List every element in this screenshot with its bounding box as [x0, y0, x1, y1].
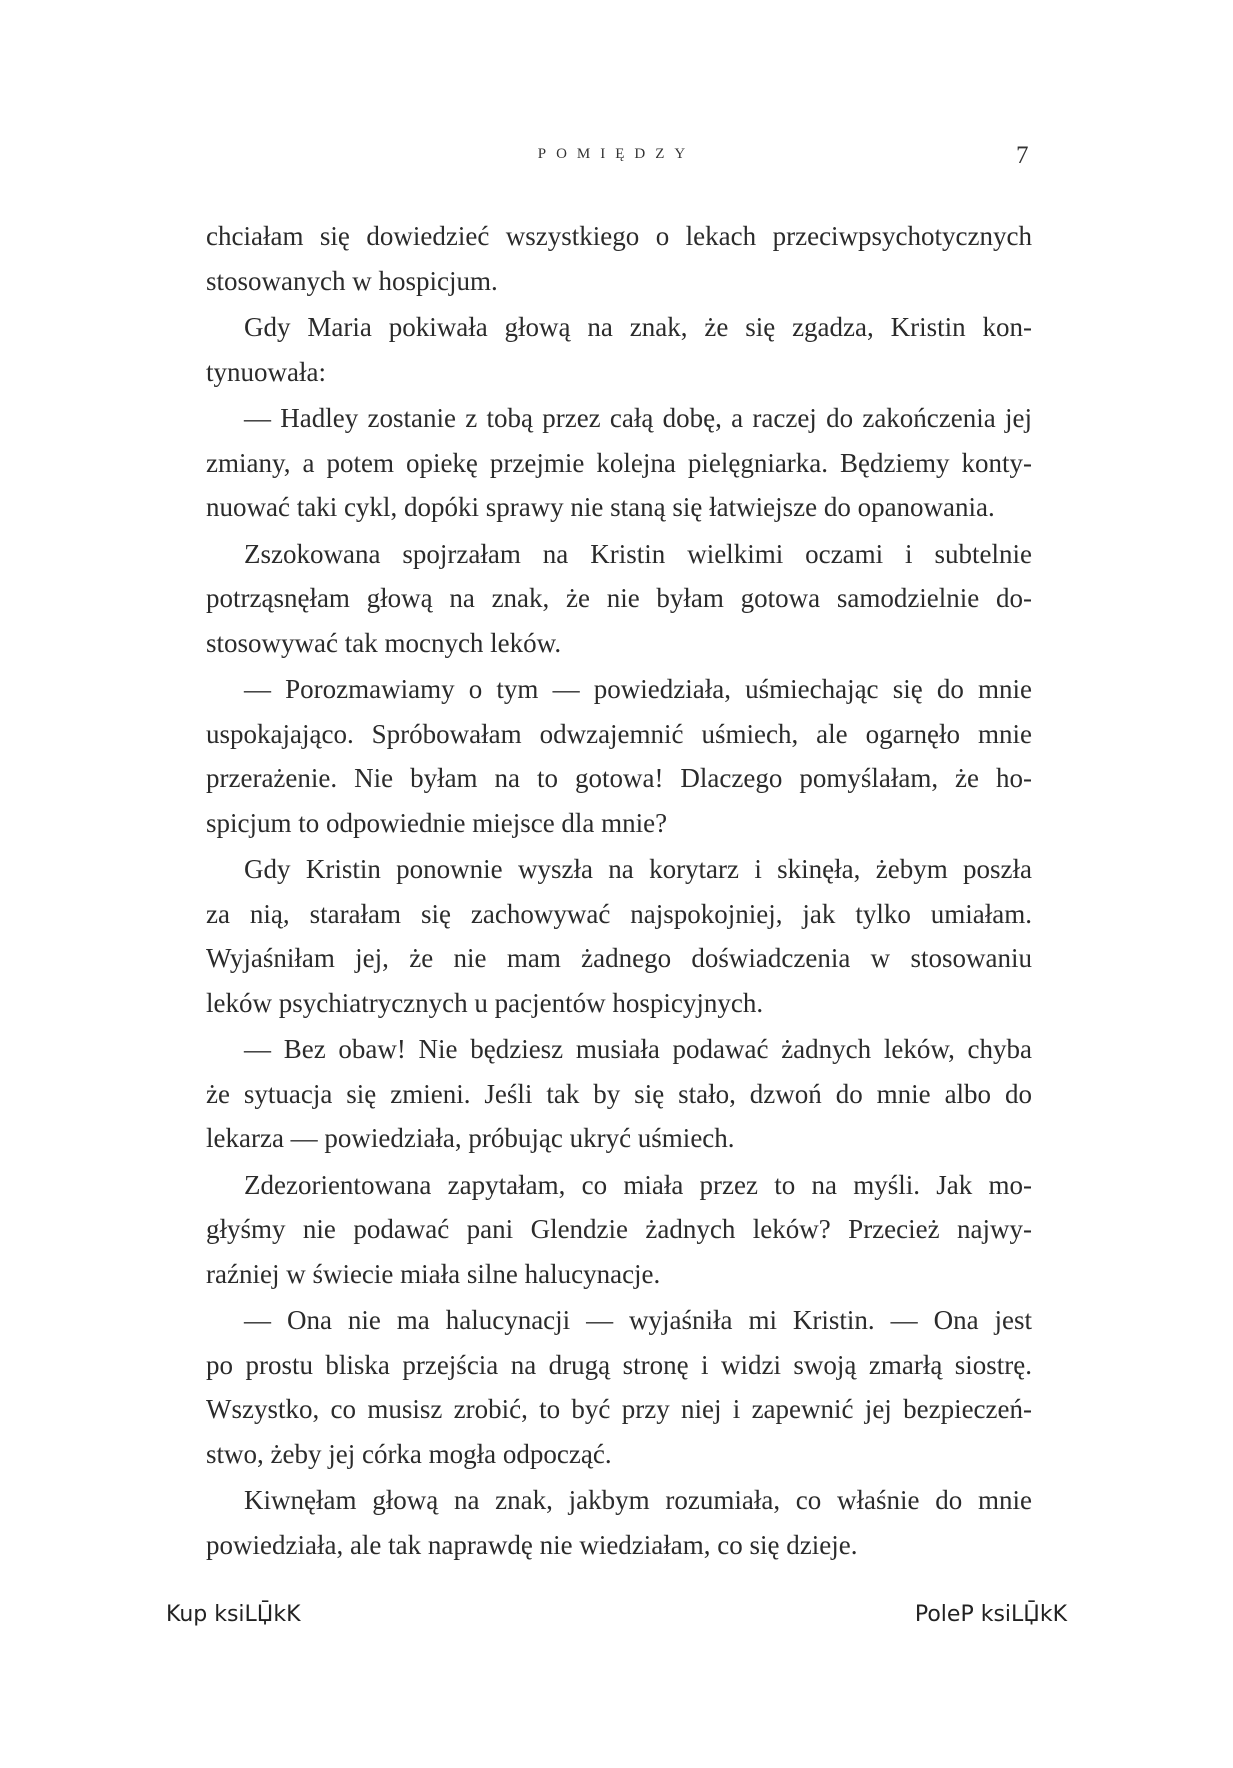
- text-line: stosowanych w hospicjum.: [206, 265, 498, 296]
- paragraph: [206, 1027, 1032, 1161]
- text-line: lekarza — powiedziała, próbując ukryć uśmiech.: [206, 1123, 735, 1153]
- text-line: leków psychiatrycznych u pacjentów hospicyjnych.: [206, 987, 764, 1018]
- running-head: POMIĘDZY: [537, 146, 696, 162]
- paragraph: [206, 532, 1032, 666]
- text-line: że sytuacja się zmieni. Jeśli tak by się stało, dzwoń do mnie albo do: [206, 1078, 1032, 1109]
- text-line: za nią, starałam się zachowywać najspokojniej, jak tylko umiałam.: [206, 898, 1032, 929]
- text-line: po prostu bliska przejścia na drugą stronę i widzi swoją zmarłą siostrę.: [206, 1349, 1032, 1380]
- text-line: chciałam się dowiedzieć wszystkiego o lekach przeciwpsychotycznych: [206, 221, 1032, 251]
- body-text: [206, 214, 1032, 1567]
- text-line: stosowywać tak mocnych leków.: [206, 627, 562, 658]
- paragraph: [206, 1163, 1032, 1297]
- text-line: — Bez obaw! Nie będziesz musiała podawać żadnych leków, chyba: [244, 1034, 1032, 1064]
- text-line: Kiwnęłam głową na znak, jakbym rozumiała, co właśnie do mnie: [244, 1485, 1032, 1515]
- page-number: 7: [1016, 142, 1029, 169]
- text-line: Gdy Maria pokiwała głową na znak, że się zgadza, Kristin kon-: [244, 312, 1032, 342]
- text-line: spicjum to odpowiednie miejsce dla mnie?: [206, 807, 668, 838]
- text-line: przerażenie. Nie byłam na to gotowa! Dlaczego pomyślałam, że ho-: [206, 763, 1032, 793]
- text-line: zmiany, a potem opiekę przejmie kolejna pielęgniarka. Będziemy konty-: [206, 447, 1032, 478]
- text-line: Gdy Kristin ponownie wyszła na korytarz i skinęła, żebym poszła: [244, 854, 1032, 884]
- text-line: raźniej w świecie miała silne halucynacje.: [206, 1258, 661, 1289]
- buy-book-link[interactable]: Kup ksiLЏ̄kK: [166, 1602, 301, 1627]
- paragraph: [206, 396, 1032, 530]
- text-line: uspokajająco. Spróbowałam odwzajemnić uśmiech, ale ogarnęło mnie: [206, 718, 1032, 749]
- text-line: tynuowała:: [206, 356, 326, 387]
- text-line: Zdezorientowana zapytałam, co miała przez to na myśli. Jak mo-: [244, 1169, 1032, 1200]
- paragraph: [206, 305, 1032, 394]
- text-line: Zszokowana spojrzałam na Kristin wielkimi oczami i subtelnie: [244, 538, 1032, 569]
- paragraph: [206, 1298, 1032, 1476]
- text-line: nuować taki cykl, dopóki sprawy nie staną się łatwiejsze do opanowania.: [206, 492, 995, 522]
- text-line: głyśmy nie podawać pani Glendzie żadnych leków? Przecież najwy-: [206, 1214, 1032, 1244]
- text-line: — Porozmawiamy o tym — powiedziała, uśmiechając się do mnie: [244, 674, 1032, 704]
- text-line: Wyjaśniłam jej, że nie mam żadnego doświadczenia w stosowaniu: [206, 943, 1032, 973]
- text-line: — Hadley zostanie z tobą przez całą dobę, a raczej do zakończenia jej: [244, 403, 1032, 433]
- text-line: — Ona nie ma halucynacji — wyjaśniła mi Kristin. — Ona jest: [244, 1305, 1032, 1335]
- text-line: potrząsnęłam głową na znak, że nie byłam gotowa samodzielnie do-: [206, 583, 1032, 613]
- paragraph: [206, 1478, 1032, 1567]
- text-line: stwo, żeby jej córka mogła odpocząć.: [206, 1438, 612, 1469]
- paragraph: [206, 847, 1032, 1025]
- text-line: Wszystko, co musisz zrobić, to być przy niej i zapewnić jej bezpieczeń-: [206, 1394, 1032, 1424]
- paragraph: [206, 214, 1032, 303]
- paragraph: [206, 667, 1032, 845]
- text-line: powiedziała, ale tak naprawdę nie wiedziałam, co się dzieje.: [206, 1529, 858, 1560]
- recommend-book-link[interactable]: PoleP ksiLЏ̄kK: [914, 1602, 1067, 1627]
